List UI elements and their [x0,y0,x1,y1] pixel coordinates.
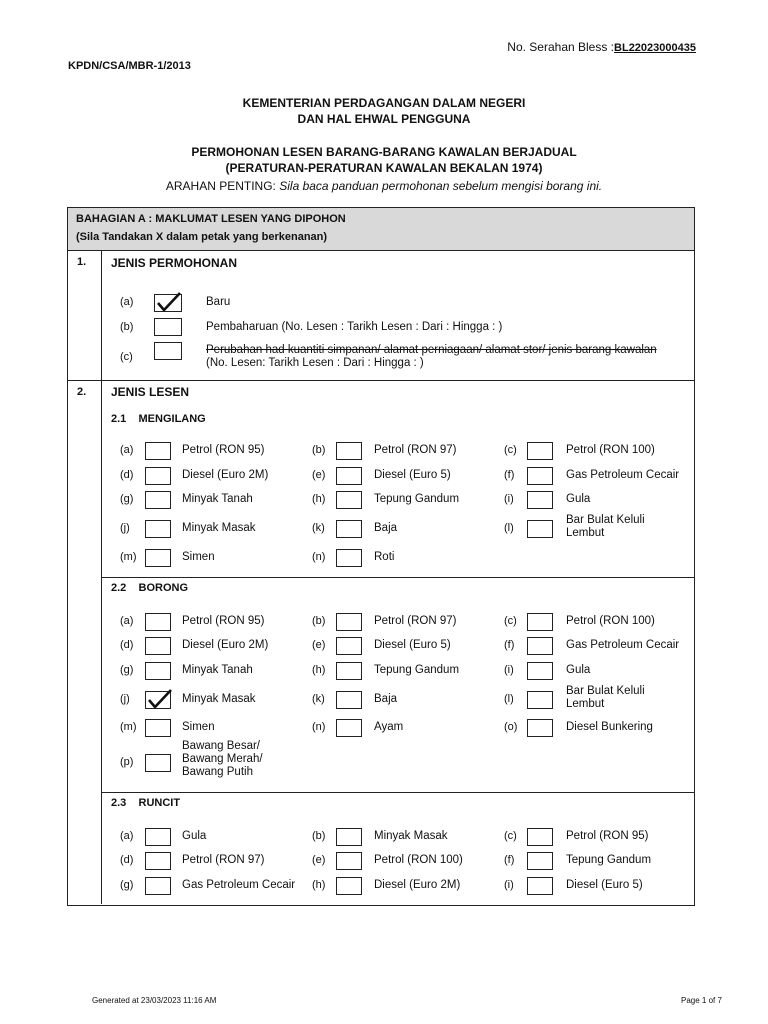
form-code: KPDN/CSA/MBR-1/2013 [68,60,191,72]
item-label: Minyak Tanah [182,664,253,676]
item-key: (d) [120,469,134,481]
item-key: (n) [312,721,326,733]
ministry-title-line1: KEMENTERIAN PERDAGANGAN DALAM NEGERI [242,96,526,110]
row-divider-runcit [101,792,694,793]
item-checkbox[interactable] [336,662,362,680]
item-label: Tepung Gandum [566,854,652,866]
item-label: Diesel (Euro 2M) [182,639,269,651]
borong-title: 2.2 BORONG [111,582,189,594]
item-label: Minyak Masak [182,522,256,534]
item-key: (e) [312,854,326,866]
item-checkbox[interactable] [336,691,362,709]
item-checkbox[interactable] [527,662,553,680]
item-key: (f) [504,854,515,866]
item-key: (c) [504,444,517,456]
q2-title: JENIS LESEN [111,385,190,399]
item-checkbox[interactable] [145,877,171,895]
q1-option-key: (c) [120,351,133,363]
item-checkbox[interactable] [145,754,171,772]
item-checkbox[interactable] [336,549,362,567]
notice-label: ARAHAN PENTING: [165,179,276,193]
serahan-label: No. Serahan Bless : [507,40,615,54]
item-key: (d) [120,639,134,651]
item-label: Diesel (Euro 2M) [182,469,269,481]
item-checkbox[interactable] [527,852,553,870]
item-label: Gas Petroleum Cecair [182,879,296,891]
q1-option-key: (a) [120,296,134,308]
section-a-header [67,207,695,251]
item-key: (n) [312,551,326,563]
item-key: (b) [312,444,326,456]
row-divider-borong [101,577,694,578]
q1-title: JENIS PERMOHONAN [111,256,238,270]
item-checkbox[interactable] [527,828,553,846]
q1-option-c-checkbox[interactable] [154,342,182,360]
item-key: (a) [120,444,134,456]
q1-option-a-checkbox[interactable] [154,294,182,312]
item-checkbox[interactable] [336,467,362,485]
item-label: Minyak Masak [374,830,448,842]
item-key: (h) [312,664,326,676]
q1-option-key: (b) [120,321,134,333]
ministry-title-line2: DAN HAL EHWAL PENGGUNA [297,112,471,126]
item-checkbox[interactable] [336,442,362,460]
item-label: Tepung Gandum [374,664,460,676]
checkmark-icon [155,291,183,313]
item-key: (i) [504,879,514,891]
form-title-line1: PERMOHONAN LESEN BARANG-BARANG KAWALAN BERJADUAL [191,145,577,159]
item-key: (p) [120,756,134,768]
item-key: (m) [120,551,137,563]
item-checkbox[interactable] [527,613,553,631]
item-key: (j) [120,522,130,534]
item-label: Petrol (RON 97) [182,854,265,866]
item-label: Ayam [374,721,404,733]
item-checkbox[interactable] [336,637,362,655]
item-checkbox[interactable] [527,467,553,485]
item-checkbox[interactable] [145,520,171,538]
item-label: Bar Bulat Keluli Lembut [566,685,645,710]
item-label: Bar Bulat Keluli Lembut [566,514,645,539]
item-key: (k) [312,693,325,705]
item-label: Baja [374,522,398,534]
item-key: (b) [312,615,326,627]
item-checkbox[interactable] [336,877,362,895]
item-key: (m) [120,721,137,733]
item-key: (h) [312,493,326,505]
item-label: Gula [566,664,591,676]
item-label: Baja [374,693,398,705]
item-label: Tepung Gandum [374,493,460,505]
item-checkbox[interactable] [145,442,171,460]
item-key: (j) [120,693,130,705]
item-key: (f) [504,639,515,651]
runcit-title: 2.3 RUNCIT [111,797,181,809]
item-label: Diesel (Euro 5) [374,469,451,481]
item-key: (i) [504,493,514,505]
item-key: (k) [312,522,325,534]
item-checkbox[interactable] [336,491,362,509]
item-checkbox[interactable] [145,719,171,737]
item-checkbox[interactable] [336,719,362,737]
item-key: (a) [120,615,134,627]
q1-option-text: Perubahan had kuantiti simpanan/ alamat perniagaan/ alamat stor/ jenis barang kawalan [206,344,657,356]
section-a-title: BAHAGIAN A : MAKLUMAT LESEN YANG DIPOHON [76,213,346,225]
item-key: (l) [504,693,514,705]
item-checkbox[interactable] [336,613,362,631]
item-key: (b) [312,830,326,842]
item-checkbox[interactable] [336,828,362,846]
item-key: (l) [504,522,514,534]
item-label: Diesel (Euro 2M) [374,879,461,891]
item-checkbox[interactable] [336,852,362,870]
item-label: Diesel (Euro 5) [566,879,643,891]
item-key: (f) [504,469,515,481]
item-label: Simen [182,721,215,733]
item-label: Petrol (RON 95) [566,830,649,842]
item-checkbox[interactable] [527,442,553,460]
generated-timestamp: Generated at 23/03/2023 11:16 AM [92,996,217,1005]
item-label: Petrol (RON 95) [182,615,265,627]
q1-number: 1. [77,256,87,268]
item-key: (c) [504,830,517,842]
item-label: Gas Petroleum Cecair [566,469,680,481]
item-checkbox[interactable] [145,467,171,485]
item-checkbox[interactable] [145,491,171,509]
item-label: Petrol (RON 100) [374,854,463,866]
item-checkbox[interactable] [527,491,553,509]
item-key: (g) [120,664,134,676]
page-number: Page 1 of 7 [681,996,722,1005]
item-label: Petrol (RON 100) [566,444,655,456]
q1-option-text: Pembaharuan (No. Lesen : Tarikh Lesen : Dari : Hingga : ) [206,321,503,333]
item-label: Minyak Tanah [182,493,253,505]
q1-option-b-checkbox[interactable] [154,318,182,336]
item-label: Diesel (Euro 5) [374,639,451,651]
section-a-subtitle: (Sila Tandakan X dalam petak yang berkenanan) [76,231,328,243]
item-key: (i) [504,664,514,676]
item-key: (c) [504,615,517,627]
item-checkbox[interactable] [527,691,553,709]
form-title-line2: (PERATURAN-PERATURAN KAWALAN BEKALAN 1974) [225,161,543,175]
item-label: Gas Petroleum Cecair [566,639,680,651]
item-label: Petrol (RON 97) [374,615,457,627]
q2-number: 2. [77,386,87,398]
item-checkbox[interactable] [145,691,171,709]
item-key: (a) [120,830,134,842]
important-notice [0,179,768,193]
serahan-value: BL22023000435 [614,42,696,54]
item-key: (e) [312,639,326,651]
item-label: Minyak Masak [182,693,256,705]
item-checkbox[interactable] [527,877,553,895]
item-label: Petrol (RON 97) [374,444,457,456]
item-key: (d) [120,854,134,866]
mengilang-title: 2.1 MENGILANG [111,413,206,425]
item-checkbox[interactable] [336,520,362,538]
item-checkbox[interactable] [527,520,553,538]
item-label: Diesel Bunkering [566,721,653,733]
item-key: (o) [504,721,518,733]
item-checkbox[interactable] [527,719,553,737]
item-label: Bawang Besar/ Bawang Merah/ Bawang Putih [182,740,263,778]
item-key: (g) [120,493,134,505]
checkmark-icon [146,688,174,710]
item-key: (e) [312,469,326,481]
item-label: Petrol (RON 100) [566,615,655,627]
item-checkbox[interactable] [145,662,171,680]
item-label: Petrol (RON 95) [182,444,265,456]
item-checkbox[interactable] [145,613,171,631]
item-checkbox[interactable] [145,852,171,870]
item-checkbox[interactable] [145,828,171,846]
row-divider-q1 [67,380,694,381]
item-label: Simen [182,551,215,563]
item-key: (h) [312,879,326,891]
item-label: Gula [182,830,207,842]
q1-option-text: Baru [206,296,231,308]
item-checkbox[interactable] [527,637,553,655]
notice-text: Sila baca panduan permohonan sebelum mengisi borang ini. [279,179,603,193]
item-checkbox[interactable] [145,549,171,567]
q1-option-text-2: (No. Lesen: Tarikh Lesen : Dari : Hingga : ) [206,357,424,369]
item-label: Gula [566,493,591,505]
item-label: Roti [374,551,395,563]
serahan-number [507,40,696,54]
item-checkbox[interactable] [145,637,171,655]
item-key: (g) [120,879,134,891]
